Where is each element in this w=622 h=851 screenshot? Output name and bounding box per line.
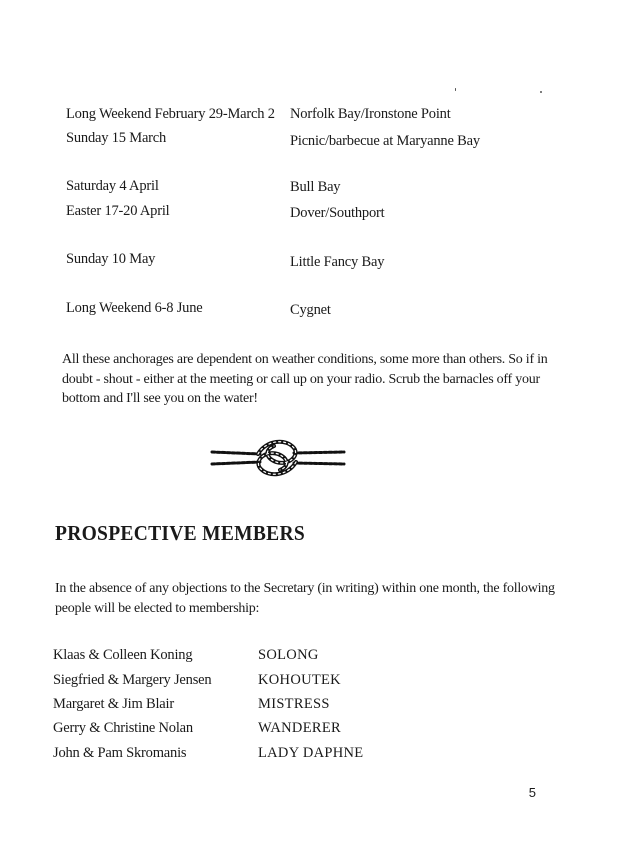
reef-knot-icon bbox=[208, 436, 348, 480]
member-name: Siegfried & Margery Jensen bbox=[53, 672, 212, 688]
member-boat: SOLONG bbox=[258, 647, 319, 663]
section-heading: PROSPECTIVE MEMBERS bbox=[55, 521, 306, 545]
member-boat: MISTRESS bbox=[258, 696, 330, 712]
event-when: Easter 17-20 April bbox=[66, 203, 170, 219]
event-where: Bull Bay bbox=[290, 179, 341, 195]
member-boat: WANDERER bbox=[258, 720, 341, 736]
event-when: Sunday 15 March bbox=[66, 130, 167, 146]
scan-speck bbox=[540, 91, 542, 93]
page-number: 5 bbox=[528, 785, 536, 800]
member-name: John & Pam Skromanis bbox=[53, 745, 187, 761]
member-name: Klaas & Colleen Koning bbox=[53, 647, 193, 663]
event-when: Sunday 10 May bbox=[66, 251, 156, 267]
member-boat: KOHOUTEK bbox=[258, 672, 341, 688]
event-where: Little Fancy Bay bbox=[290, 254, 385, 270]
member-name: Gerry & Christine Nolan bbox=[53, 720, 193, 736]
member-name: Margaret & Jim Blair bbox=[53, 696, 174, 712]
anchorage-note: All these anchorages are dependent on weather conditions, some more than others. So if in doubt - shout - either at the meeting or call up on your radio. Scrub the barnacles off your bottom and I'll see you on the water! bbox=[62, 352, 548, 406]
event-where: Norfolk Bay/Ironstone Point bbox=[290, 106, 451, 122]
event-where: Picnic/barbecue at Maryanne Bay bbox=[290, 133, 480, 149]
event-where: Cygnet bbox=[290, 302, 331, 318]
members-intro: In the absence of any objections to the Secretary (in writing) within one month, the following people will be elected to membership: bbox=[55, 581, 555, 616]
scan-speck bbox=[455, 88, 456, 91]
event-when: Long Weekend February 29-March 2 bbox=[66, 106, 275, 122]
event-when: Saturday 4 April bbox=[66, 178, 159, 194]
member-boat: LADY DAPHNE bbox=[258, 745, 364, 761]
event-when: Long Weekend 6-8 June bbox=[66, 300, 203, 316]
event-where: Dover/Southport bbox=[290, 205, 385, 221]
